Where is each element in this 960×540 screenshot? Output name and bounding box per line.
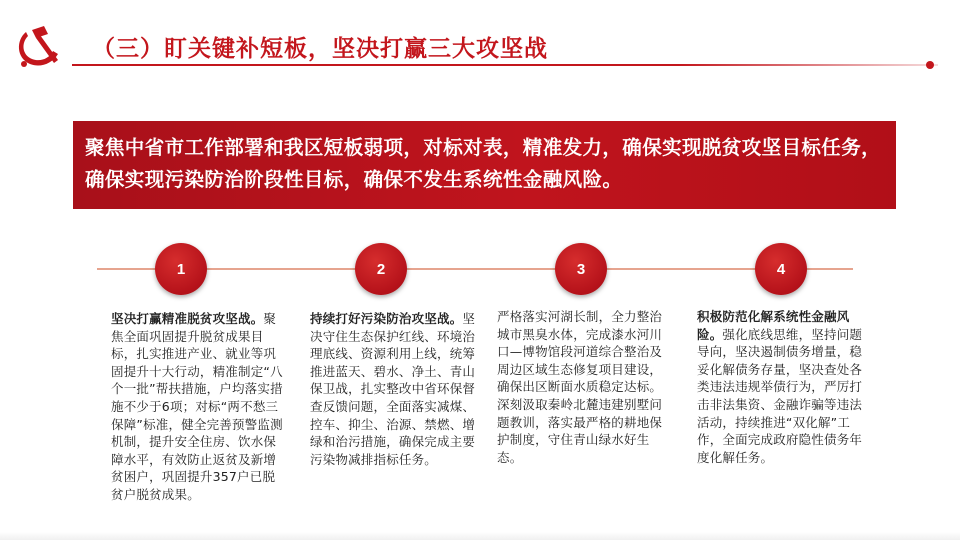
title-underline-dot [926,61,934,69]
summary-banner-text: 聚焦中省市工作部署和我区短板弱项，对标对表，精准发力，确保实现脱贫攻坚目标任务，确保实现污染防治阶段性目标，确保不发生系统性金融风险。 [85,136,882,191]
column-3 [497,308,669,466]
column-1-body: 聚焦全面巩固提升脱贫成果目标，扎实推进产业、就业等巩固提升十大行动，精准制定“八个一批”帮扶措施，户均落实措施不少于6项；对标“两不愁三保障”标准，健全完善预警监测机制，提升安全住房、饮水保障水平，有效防止返贫及新增贫困户，巩固提升357户已脱贫户脱贫成果。 [111,311,283,502]
timeline-line [97,268,853,270]
summary-banner [73,121,896,209]
title-underline [72,64,938,66]
column-2 [310,310,485,468]
step-marker-1: 1 [155,243,207,295]
column-4-body: 强化底线思维，坚持问题导向，坚决遏制债务增量，稳妥化解债务存量，坚决查处各类违法违规举债行为，严厉打击非法集资、金融诈骗等违法活动，持续推进“双化解”工作，全面完成政府隐性债务年度化解任务。 [697,326,863,465]
column-2-body: 坚决守住生态保护红线、环境治理底线、资源利用上线，统筹推进蓝天、碧水、净土、青山保卫战，扎实整改中省环保督查反馈问题，全面落实减煤、控车、抑尘、治源、禁燃、增绿和治污措施，确保完成主要污染物减排指标任务。 [310,311,476,467]
column-4-heading: 积极防范化解系统性金融风险。 [697,309,850,342]
column-1 [111,310,286,504]
hammer-sickle-icon [14,24,64,70]
step-marker-3: 3 [555,243,607,295]
column-1-heading: 坚决打赢精准脱贫攻坚战。 [111,311,264,326]
column-4 [697,308,869,466]
column-2-heading: 持续打好污染防治攻坚战。 [310,311,463,326]
step-marker-4: 4 [755,243,807,295]
step-marker-2: 2 [355,243,407,295]
bottom-shadow [0,532,960,540]
column-3-body: 严格落实河湖长制，全力整治城市黑臭水体，完成漆水河川口—博物馆段河道综合整治及周边区域生态修复项目建设，确保出区断面水质稳定达标。深刻汲取秦岭北麓违建别墅问题教训，落实最严格的耕地保护制度，守住青山绿水好生态。 [497,309,663,465]
page-title: （三）盯关键补短板，坚决打赢三大攻坚战 [92,36,548,62]
